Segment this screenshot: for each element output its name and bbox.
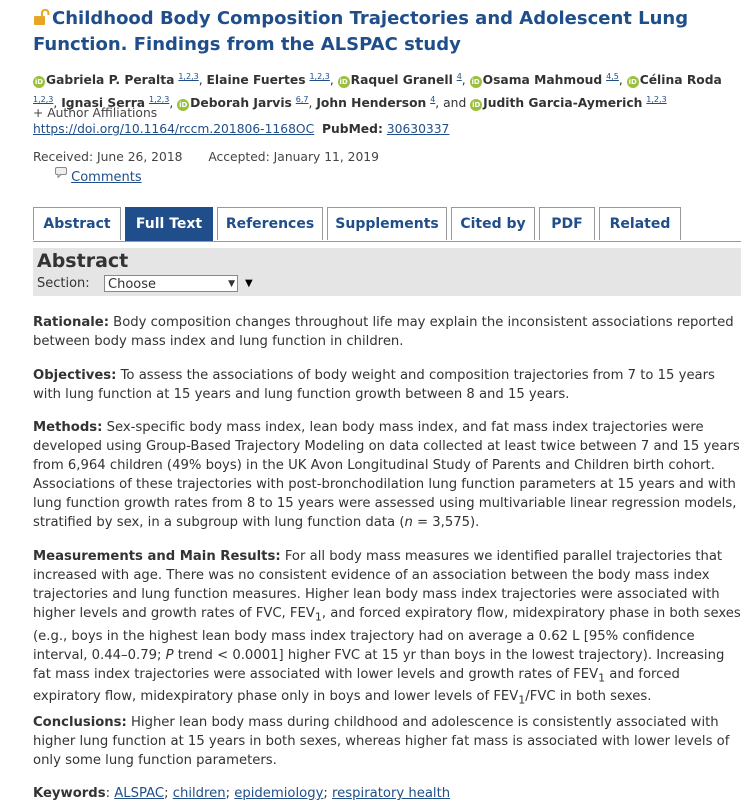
orcid-icon[interactable]: iD	[471, 78, 480, 86]
section-select-value: Choose	[108, 277, 156, 292]
results-text-c: trend < 0.0001] higher FVC at 15 yr than boys in the lowest trajectory). Increasing fat mass index trajectories were associated with lower levels and growth rates of FEV	[33, 647, 725, 682]
author-separator: ,	[308, 96, 317, 110]
methods-label: Methods:	[33, 420, 103, 435]
results-sub-2: 1	[598, 671, 606, 685]
comments-link[interactable]: Comments	[71, 170, 142, 185]
author-affiliation-ref[interactable]: 6,7	[295, 95, 309, 104]
results-text-e: /FVC in both sexes.	[525, 689, 652, 705]
author-separator: ,	[53, 96, 62, 110]
author-name[interactable]: Raquel Granell	[350, 73, 453, 87]
author-name[interactable]: John Henderson	[316, 96, 427, 110]
abstract-objectives	[33, 366, 741, 404]
author-separator: ,	[329, 73, 338, 87]
abstract-heading: Abstract	[37, 250, 129, 272]
tab-related[interactable]: Related	[599, 207, 681, 240]
author-affiliation-ref[interactable]: 4	[430, 95, 436, 104]
received-label: Received:	[33, 150, 94, 164]
tab-pdf[interactable]: PDF	[539, 207, 595, 240]
keyword-link[interactable]: children	[172, 786, 226, 801]
tab-cited-by[interactable]: Cited by	[451, 207, 535, 240]
select-arrow-icon: ▼	[228, 279, 235, 289]
abstract-conclusions	[33, 713, 741, 770]
rationale-text: Body composition changes throughout life may explain the inconsistent associations reported between body mass index and lung function in children.	[33, 315, 734, 349]
keyword-link[interactable]: epidemiology	[234, 786, 324, 801]
orcid-icon[interactable]: iD	[339, 78, 348, 86]
comments-link-wrap[interactable]	[55, 167, 142, 185]
dropdown-arrow-icon[interactable]: ▼	[245, 278, 253, 289]
doi-link-wrap	[33, 122, 314, 136]
author-name[interactable]: Deborah Jarvis	[190, 96, 292, 110]
pubmed-link[interactable]: 30630337	[386, 122, 450, 136]
conclusions-label: Conclusions:	[33, 715, 127, 730]
results-text-a: For all body mass measures we identified parallel trajectories that increased with age. There was no consistent evidence of an association between the body mass index trajectories and lung function measures. Higher lean body mass index trajectories were associated with higher levels and growth rates of FVC, FEV	[33, 549, 723, 621]
author-name[interactable]: Gabriela P. Peralta	[46, 73, 175, 87]
orcid-icon[interactable]: iD	[472, 101, 481, 109]
received-date: June 26, 2018	[97, 150, 183, 164]
section-label: Section:	[37, 276, 90, 291]
author-separator: ,	[198, 73, 207, 87]
methods-text: Sex-specific body mass index, lean body mass index, and fat mass index trajectories were developed using Group-Based Trajectory Modeling on data collected at least twice between 7 and 15 years from 6,964 children (49% boys) in the UK Avon Longitudinal Study of Parents and Children birth cohort. Associations of these trajectories with post-bronchodilation lung function parameters at 15 years and with lung function growth rates from 8 to 15 years were assessed using multivariable linear regression models, stratified by sex, in a subgroup with lung function data (	[33, 420, 740, 530]
results-sub-1: 1	[314, 610, 322, 624]
abstract-keywords: Keywords: ALSPAC; children; epidemiology; respiratory health	[33, 786, 451, 801]
tab-references[interactable]: References	[217, 207, 323, 240]
conclusions-text: Higher lean body mass during childhood and adolescence is consistently associated with higher lung function at 15 years in both sexes, whereas higher fat mass is associated with lower levels of only some lung function parameters.	[33, 715, 730, 768]
orcid-icon[interactable]: iD	[179, 101, 188, 109]
author-affiliation-ref[interactable]: 4,5	[606, 72, 619, 81]
author-separator: , and	[435, 96, 471, 110]
tab-supplements[interactable]: Supplements	[327, 207, 447, 240]
author-separator: ,	[461, 73, 470, 87]
open-lock-icon	[33, 7, 50, 32]
orcid-icon[interactable]: iD	[628, 78, 637, 86]
author-affiliation-ref[interactable]: 1,2,3	[148, 95, 170, 104]
tab-abstract[interactable]: Abstract	[33, 207, 121, 240]
author-name[interactable]: Judith Garcia-Aymerich	[483, 96, 643, 110]
author-affiliations-toggle[interactable]: + Author Affiliations	[33, 106, 158, 120]
abstract-header-bar	[33, 248, 741, 296]
results-text-b: , and forced expiratory flow, midexpiratory phase in both sexes (e.g., boys in the highest lean body mass index trajectory had on average a 0.62 L [95% confidence interval, 0.44–0.79;	[33, 606, 741, 663]
abstract-rationale	[33, 313, 741, 351]
author-affiliation-ref[interactable]: 1,2,3	[309, 72, 330, 81]
keyword-link[interactable]: respiratory health	[332, 786, 451, 801]
objectives-text: To assess the associations of body weight and composition trajectories from 7 to 15 years with lung function at 15 years and lung function growth between 8 and 15 years.	[33, 368, 715, 402]
tab-divider	[33, 241, 741, 242]
results-label: Measurements and Main Results:	[33, 549, 281, 564]
article-dates	[33, 150, 379, 164]
keywords-label: Keywords	[33, 786, 106, 801]
accepted-date: January 11, 2019	[273, 150, 379, 164]
author-separator: ,	[618, 73, 627, 87]
methods-text-end: = 3,575).	[412, 515, 480, 530]
article-title-text: Childhood Body Composition Trajectories and Adolescent Lung Function. Findings from the ALSPAC study	[33, 8, 689, 55]
author-separator: ,	[169, 96, 178, 110]
author-name[interactable]: Célina Roda	[639, 73, 722, 87]
pubmed-label: PubMed:	[322, 122, 383, 136]
comment-bubble-icon	[55, 170, 71, 185]
author-name[interactable]: Elaine Fuertes	[206, 73, 306, 87]
author-affiliation-ref[interactable]: 1,2,3	[178, 72, 199, 81]
author-affiliation-ref[interactable]: 1,2,3	[646, 95, 667, 104]
tab-full-text[interactable]: Full Text	[125, 207, 213, 242]
article-title	[33, 6, 745, 57]
rationale-label: Rationale:	[33, 315, 109, 330]
abstract-results	[33, 547, 741, 710]
objectives-label: Objectives:	[33, 368, 117, 383]
accepted-label: Accepted:	[208, 150, 270, 164]
orcid-icon[interactable]: iD	[34, 78, 44, 86]
results-p: P	[165, 647, 174, 663]
keyword-link[interactable]: ALSPAC	[114, 786, 165, 801]
results-text-d: and forced expiratory flow, midexpiratory phase only in boys and lower levels of FEV	[33, 666, 680, 705]
section-select[interactable]	[104, 275, 238, 292]
pubmed-info	[322, 122, 449, 136]
author-affiliation-ref[interactable]: 4	[456, 72, 462, 81]
results-sub-3: 1	[518, 693, 526, 707]
doi-link[interactable]: https://doi.org/10.1164/rccm.201806-1168OC	[33, 122, 315, 136]
author-name[interactable]: Ignasi Serra	[61, 96, 146, 110]
author-affiliation-ref[interactable]: 1,2,3	[33, 95, 54, 104]
methods-n: n	[404, 515, 413, 530]
author-name[interactable]: Osama Mahmoud	[482, 73, 603, 87]
abstract-methods	[33, 418, 741, 532]
